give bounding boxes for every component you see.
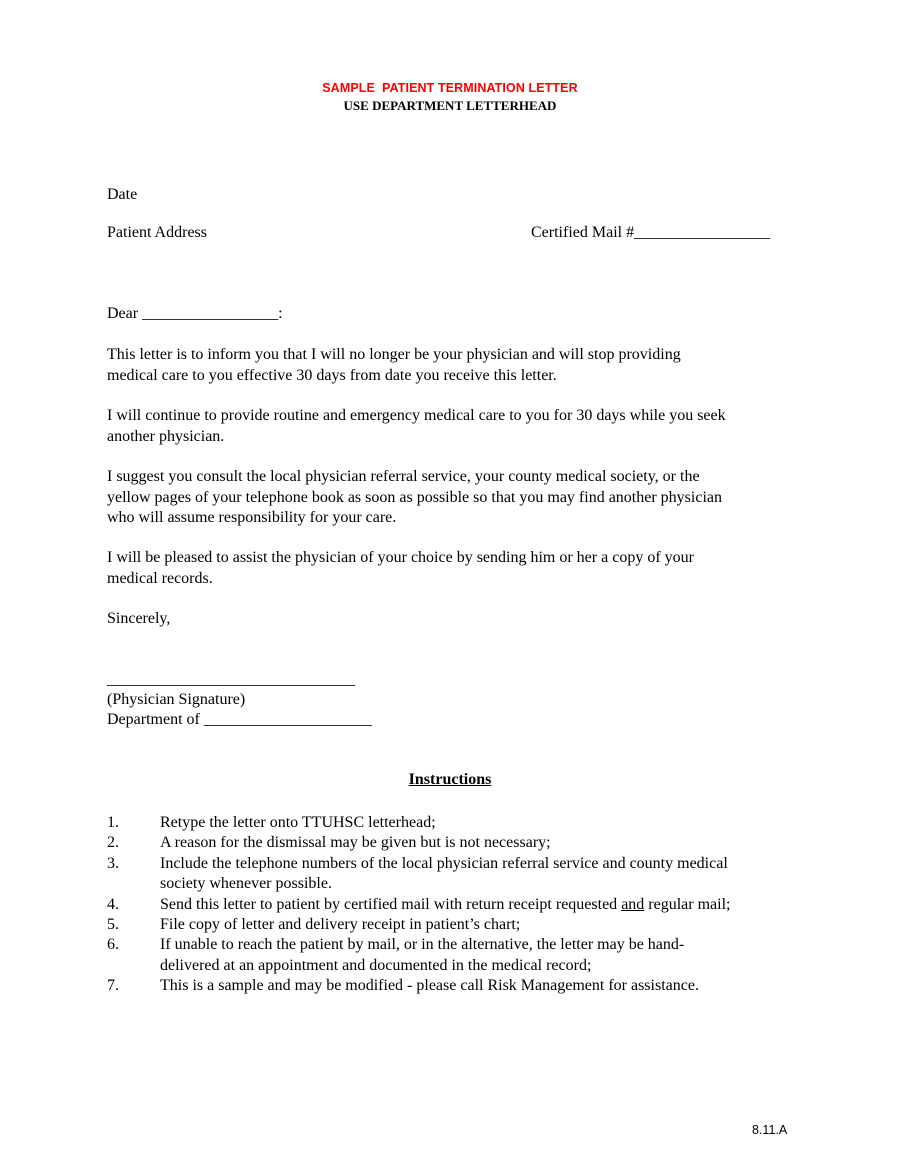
instruction-line: File copy of letter and delivery receipt in patient’s chart; [160,916,521,934]
paragraph-2 [107,406,807,447]
instruction-text [160,935,807,976]
instruction-item [107,915,807,935]
instruction-line: A reason for the dismissal may be given but is not necessary; [160,834,551,852]
paragraph-4 [107,548,807,589]
paragraph-3 [107,467,807,529]
instruction-item [107,854,807,895]
instruction-text [160,854,807,895]
instruction-text [160,833,807,853]
instruction-item [107,976,807,996]
instruction-text [160,976,807,996]
instruction-text-part: Send this letter to patient by certified mail with return receipt requested [160,895,622,913]
instruction-line [160,895,807,915]
instruction-number: 3. [107,854,119,872]
instruction-line: society whenever possible. [160,875,332,893]
paragraph-line: This letter is to inform you that I will no longer be your physician and will stop providing [107,346,681,363]
signature-line: _______________________________ [107,671,355,688]
date-label: Date [107,186,138,203]
instruction-text [160,813,807,833]
instructions-list [107,813,807,997]
instruction-item [107,935,807,976]
paragraph-line: yellow pages of your telephone book as soon as possible so that you may find another physician [107,488,722,506]
instruction-line: Include the telephone numbers of the local physician referral service and county medical [160,854,728,872]
instruction-number: 7. [107,977,119,995]
instruction-item [107,895,807,915]
salutation: Dear _________________: [107,305,283,322]
paragraph-line: I will be pleased to assist the physician of your choice by sending him or her a copy of your [107,549,694,566]
paragraph-line: who will assume responsibility for your care. [107,509,397,526]
instruction-line: This is a sample and may be modified - please call Risk Management for assistance. [160,977,699,995]
department-line: Department of _____________________ [107,711,372,728]
instruction-line: If unable to reach the patient by mail, or in the alternative, the letter may be hand- [160,936,685,954]
instruction-text [160,915,807,935]
instruction-number: 5. [107,916,119,934]
paragraph-line: I will continue to provide routine and emergency medical care to you for 30 days while you seek [107,407,726,424]
paragraph-line: another physician. [107,427,225,445]
certified-mail-field: Certified Mail #_________________ [531,224,771,241]
paragraph-line: I suggest you consult the local physician referral service, your county medical society, or the [107,468,700,485]
instruction-text [160,895,807,915]
underlined-and: and [621,895,645,913]
instruction-number: 2. [107,834,119,852]
instruction-number: 6. [107,936,119,954]
signature-caption: (Physician Signature) [107,691,246,708]
paragraph-line: medical care to you effective 30 days from date you receive this letter. [107,366,557,384]
instruction-line: delivered at an appointment and documented in the medical record; [160,956,592,974]
instruction-number: 4. [107,895,119,913]
paragraph-line: medical records. [107,569,213,587]
instruction-item [107,813,807,833]
patient-address-label: Patient Address [107,224,207,241]
form-code: 8.11.A [752,1123,788,1137]
instruction-item [107,833,807,853]
instructions-heading: Instructions [408,771,492,788]
instruction-number: 1. [107,814,119,831]
instruction-line: Retype the letter onto TTUHSC letterhead; [160,814,436,831]
document-title: SAMPLE PATIENT TERMINATION LETTER [322,81,578,95]
paragraph-1 [107,345,807,386]
instruction-text-part: regular mail; [644,895,731,913]
closing: Sincerely, [107,610,171,627]
document-subtitle: USE DEPARTMENT LETTERHEAD [343,98,557,113]
